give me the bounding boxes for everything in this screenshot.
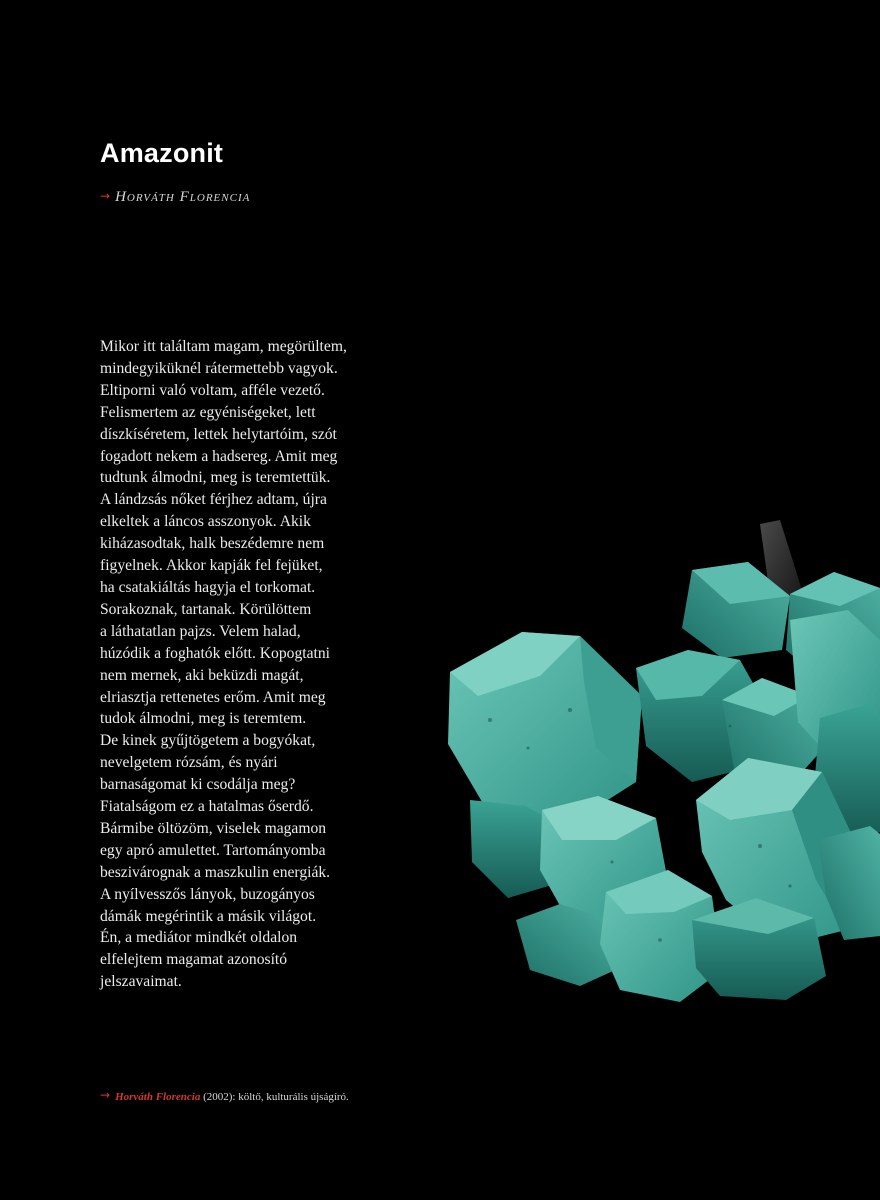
poem-line: De kinek gyűjtögetem a bogyókat, [100, 732, 316, 750]
poem-line: Fiatalságom ez a hatalmas őserdő. [100, 798, 314, 816]
footnote-text: (2002): költő, kulturális újságíró. [200, 1091, 349, 1103]
poem-line: fogadott nekem a hadsereg. Amit meg [100, 447, 338, 465]
poem-line: ha csatakiáltás hagyja el torkomat. [100, 578, 316, 596]
arrow-icon: → [100, 189, 111, 203]
poem-line: tudtunk álmodni, meg is teremtettük. [100, 469, 331, 487]
poem-line: elriasztja rettenetes erőm. Amit meg [100, 688, 326, 706]
poem-line: A nyílvesszős lányok, buzogányos [100, 885, 315, 903]
poem-line: Felismertem az egyéniségeket, lett [100, 403, 316, 421]
poem-text [100, 336, 420, 993]
arrow-icon: → [100, 1088, 111, 1102]
poem-line: elkeltek a láncos asszonyok. Akik [100, 513, 311, 531]
poem-line: Mikor itt találtam magam, megörültem, [100, 338, 347, 355]
poem-line: figyelnek. Akkor kapják fel fejüket, [100, 557, 323, 575]
poem-line: tudok álmodni, meg is teremtem. [100, 710, 307, 728]
poem-line: díszkíséretem, lettek helytartóim, szót [100, 425, 337, 443]
poem-line: beszivárognak a maszkulin energiák. [100, 863, 331, 881]
poem-line: mindegyiküknél rátermettebb vagyok. [100, 359, 338, 377]
poem-line: Eltiporni való voltam, afféle vezető. [100, 381, 325, 399]
poem-line: barnaságomat ki csodálja meg? [100, 776, 296, 794]
poem-line: Bármibe öltözöm, viselek magamon [100, 819, 327, 837]
poem-line: Sorakoznak, tartanak. Körülöttem [100, 600, 312, 618]
poem-line: húzódik a foghatók előtt. Kopogtatni [100, 644, 330, 662]
poem-line: egy apró amulettet. Tartományomba [100, 841, 326, 859]
poem-line: kiházasodtak, halk beszédemre nem [100, 535, 325, 553]
amazonite-crystals-image [430, 500, 880, 1020]
poem-line: a láthatatlan pajzs. Velem halad, [100, 622, 301, 640]
footnote-author-name: Horváth Florencia [115, 1091, 201, 1103]
author-footnote [100, 1087, 349, 1106]
poem-line: A lándzsás nőket férjhez adtam, újra [100, 491, 327, 509]
poem-line: nevelgetem rózsám, és nyári [100, 754, 278, 772]
poem-line: jelszavaimat. [100, 973, 182, 991]
poem-line: elfelejtem magamat azonosító [100, 951, 288, 969]
poem-line: Én, a mediátor mindkét oldalon [100, 929, 298, 947]
author-name: Horváth Florencia [115, 189, 251, 205]
byline [100, 187, 250, 208]
poem-line: dámák megérintik a másik világot. [100, 907, 317, 925]
article-title: Amazonit [100, 138, 224, 168]
poem-line: nem mernek, aki beküzdi magát, [100, 666, 304, 684]
